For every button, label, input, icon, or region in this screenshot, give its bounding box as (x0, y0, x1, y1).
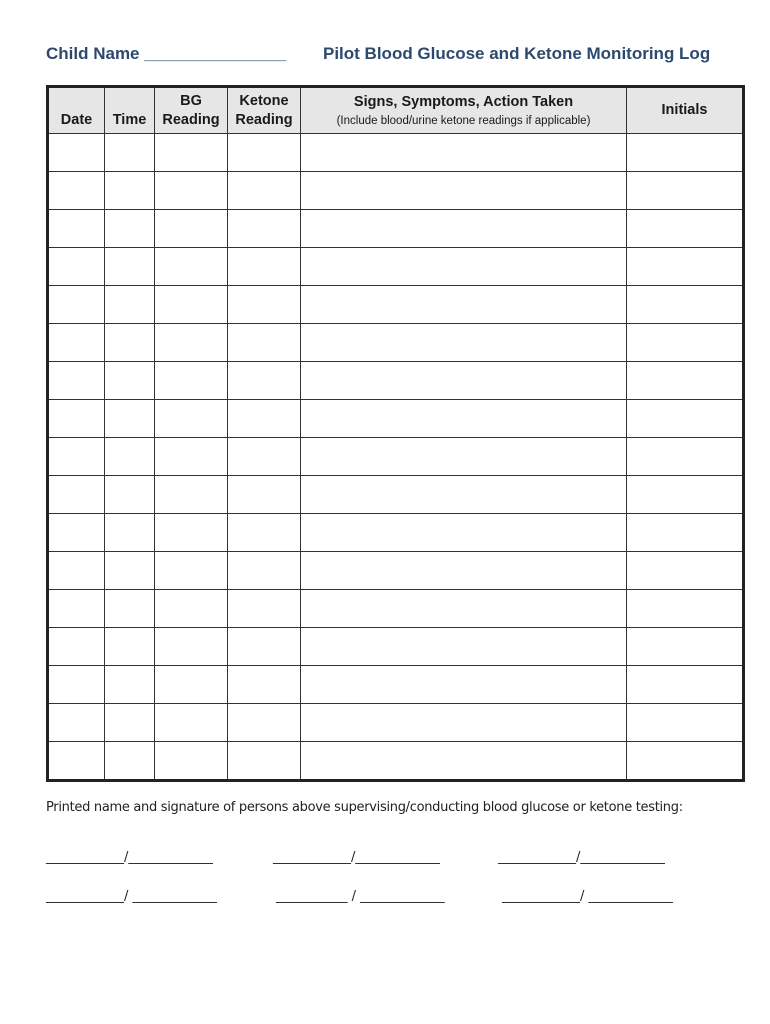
ketone-reading-cell[interactable] (228, 286, 301, 324)
bg-reading-cell[interactable] (155, 552, 228, 590)
bg-reading-cell[interactable] (155, 476, 228, 514)
signs-header-title: Signs, Symptoms, Action Taken (353, 94, 574, 110)
time-cell[interactable] (105, 476, 155, 514)
time-cell[interactable] (105, 400, 155, 438)
time-cell[interactable] (105, 362, 155, 400)
bg-reading-cell[interactable] (155, 666, 228, 704)
ketone-reading-cell[interactable] (228, 134, 301, 172)
date-cell[interactable] (48, 666, 105, 704)
time-cell[interactable] (105, 666, 155, 704)
table-row (48, 210, 744, 248)
ketone-reading-cell[interactable] (228, 248, 301, 286)
time-cell[interactable] (105, 286, 155, 324)
signs-symptoms-cell[interactable] (301, 514, 627, 552)
page-header (46, 44, 736, 72)
signs-symptoms-cell[interactable] (301, 172, 627, 210)
ketone-reading-cell[interactable] (228, 324, 301, 362)
ketone-reading-cell[interactable] (228, 400, 301, 438)
initials-cell[interactable] (627, 438, 744, 476)
table-row (48, 628, 744, 666)
table-row (48, 438, 744, 476)
page-title: Pilot Blood Glucose and Ketone Monitoring Log (323, 44, 711, 63)
table-row (48, 552, 744, 590)
time-cell[interactable] (105, 134, 155, 172)
date-cell[interactable] (48, 476, 105, 514)
initials-cell[interactable] (627, 134, 744, 172)
initials-cell[interactable] (627, 704, 744, 742)
date-cell[interactable] (48, 248, 105, 286)
ketone-reading-cell[interactable] (228, 552, 301, 590)
date-cell[interactable] (48, 704, 105, 742)
ketone-reading-cell[interactable] (228, 210, 301, 248)
table-row (48, 704, 744, 742)
bg-header-line1: BG (180, 93, 202, 109)
initials-cell[interactable] (627, 172, 744, 210)
bg-reading-cell[interactable] (155, 286, 228, 324)
bg-reading-cell[interactable] (155, 248, 228, 286)
signs-symptoms-cell[interactable] (301, 742, 627, 781)
ketone-reading-cell[interactable] (228, 666, 301, 704)
date-cell[interactable] (48, 134, 105, 172)
date-cell[interactable] (48, 438, 105, 476)
bg-reading-cell[interactable] (155, 134, 228, 172)
table-row (48, 742, 744, 781)
bg-reading-cell[interactable] (155, 362, 228, 400)
signs-symptoms-cell[interactable] (301, 324, 627, 362)
time-cell[interactable] (105, 742, 155, 781)
initials-cell[interactable] (627, 666, 744, 704)
table-row (48, 666, 744, 704)
time-cell[interactable] (105, 704, 155, 742)
time-cell[interactable] (105, 628, 155, 666)
monitoring-log-table (46, 85, 745, 782)
signature-line[interactable]: ____________/_____________ (498, 850, 665, 865)
bg-reading-cell[interactable] (155, 324, 228, 362)
ketone-reading-cell[interactable] (228, 590, 301, 628)
initials-cell[interactable] (627, 742, 744, 781)
date-cell[interactable] (48, 514, 105, 552)
signs-symptoms-cell[interactable] (301, 438, 627, 476)
table-row (48, 514, 744, 552)
signature-line[interactable]: ____________/ _____________ (46, 889, 218, 904)
signs-symptoms-cell[interactable] (301, 552, 627, 590)
table-row (48, 286, 744, 324)
table-row (48, 172, 744, 210)
signs-symptoms-cell[interactable] (301, 628, 627, 666)
time-cell[interactable] (105, 552, 155, 590)
signs-symptoms-cell[interactable] (301, 590, 627, 628)
bg-reading-cell[interactable] (155, 590, 228, 628)
time-cell[interactable] (105, 324, 155, 362)
signature-line[interactable]: ____________/_____________ (46, 850, 213, 865)
ketone-header-line1: Ketone (239, 93, 289, 109)
time-cell[interactable] (105, 172, 155, 210)
date-cell[interactable] (48, 172, 105, 210)
signs-symptoms-cell[interactable] (301, 210, 627, 248)
bg-reading-cell[interactable] (155, 742, 228, 781)
signs-symptoms-cell[interactable] (301, 400, 627, 438)
date-cell[interactable] (48, 362, 105, 400)
ketone-reading-cell[interactable] (228, 362, 301, 400)
signs-symptoms-cell[interactable] (301, 362, 627, 400)
bg-header-line2: Reading (162, 112, 220, 128)
date-cell[interactable] (48, 742, 105, 781)
table-row (48, 362, 744, 400)
time-cell[interactable] (105, 248, 155, 286)
date-cell[interactable] (48, 552, 105, 590)
ketone-header-line2: Reading (235, 112, 293, 128)
ketone-reading-cell[interactable] (228, 438, 301, 476)
ketone-reading-cell[interactable] (228, 742, 301, 781)
time-cell[interactable] (105, 590, 155, 628)
initials-cell[interactable] (627, 476, 744, 514)
table-row (48, 400, 744, 438)
date-cell[interactable] (48, 400, 105, 438)
date-cell[interactable] (48, 628, 105, 666)
initials-cell[interactable] (627, 286, 744, 324)
table-row (48, 134, 744, 172)
child-name-field[interactable]: Child Name _______________ (46, 44, 287, 63)
bg-reading-cell[interactable] (155, 514, 228, 552)
initials-cell[interactable] (627, 324, 744, 362)
table-header-row (48, 87, 744, 134)
table-row (48, 324, 744, 362)
initials-cell[interactable] (627, 210, 744, 248)
signs-symptoms-cell[interactable] (301, 134, 627, 172)
initials-cell[interactable] (627, 628, 744, 666)
signature-line[interactable]: ___________ / _____________ (276, 889, 445, 904)
initials-cell[interactable] (627, 514, 744, 552)
date-cell[interactable] (48, 324, 105, 362)
table-body (48, 134, 744, 781)
signs-symptoms-cell[interactable] (301, 704, 627, 742)
bg-reading-cell[interactable] (155, 438, 228, 476)
time-cell[interactable] (105, 210, 155, 248)
signature-line[interactable]: ____________/_____________ (273, 850, 440, 865)
time-cell[interactable] (105, 514, 155, 552)
bg-reading-cell[interactable] (155, 172, 228, 210)
date-cell[interactable] (48, 286, 105, 324)
bg-reading-cell[interactable] (155, 210, 228, 248)
initials-cell[interactable] (627, 362, 744, 400)
signs-symptoms-cell[interactable] (301, 248, 627, 286)
initials-cell[interactable] (627, 248, 744, 286)
ketone-reading-cell[interactable] (228, 514, 301, 552)
ketone-reading-cell[interactable] (228, 628, 301, 666)
column-header-initials: Initials (627, 87, 744, 134)
table-row (48, 590, 744, 628)
time-cell[interactable] (105, 438, 155, 476)
date-cell[interactable] (48, 210, 105, 248)
initials-cell[interactable] (627, 552, 744, 590)
column-header-bg-reading (155, 87, 228, 134)
bg-reading-cell[interactable] (155, 628, 228, 666)
signs-header-subtitle: (Include blood/urine ketone readings if applicable) (336, 115, 591, 127)
signs-symptoms-cell[interactable] (301, 666, 627, 704)
column-header-time: Time (105, 87, 155, 134)
bg-reading-cell[interactable] (155, 704, 228, 742)
supervisor-note: Printed name and signature of persons above supervising/conducting blood glucose or ketone testing: (46, 800, 683, 815)
initials-cell[interactable] (627, 400, 744, 438)
ketone-reading-cell[interactable] (228, 704, 301, 742)
signature-line[interactable]: ____________/ _____________ (502, 889, 674, 904)
date-cell[interactable] (48, 590, 105, 628)
ketone-reading-cell[interactable] (228, 172, 301, 210)
column-header-signs-symptoms (301, 87, 627, 134)
column-header-ketone-reading (228, 87, 301, 134)
ketone-reading-cell[interactable] (228, 476, 301, 514)
signs-symptoms-cell[interactable] (301, 476, 627, 514)
bg-reading-cell[interactable] (155, 400, 228, 438)
table-row (48, 476, 744, 514)
signs-symptoms-cell[interactable] (301, 286, 627, 324)
initials-cell[interactable] (627, 590, 744, 628)
column-header-date: Date (48, 87, 105, 134)
table-row (48, 248, 744, 286)
